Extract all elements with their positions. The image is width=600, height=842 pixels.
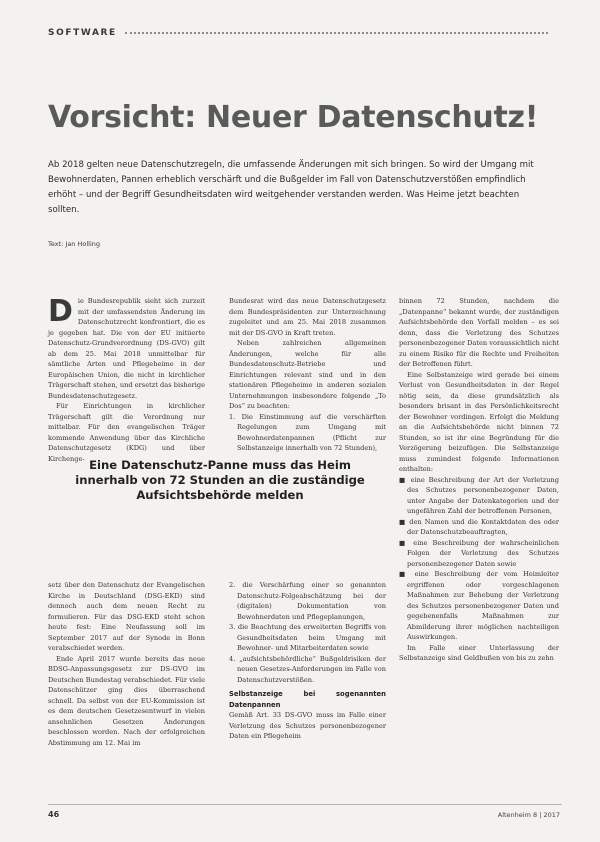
list-item: 3. die Beachtung des erweiterten Begriffs von Gesundheitsdaten beim Umgang mit Bewohner- und Mitarbeiterdaten sowie: [229, 623, 386, 652]
byline: Text: Jan Holling: [48, 240, 101, 248]
paragraph: Im Falle einer Unterlassung der Selbstanzeige sind Geldbußen von bis zu zehn: [399, 643, 559, 662]
column-2-bottom: [229, 580, 386, 742]
todo-list: [229, 580, 386, 685]
paragraph: Neben zahlreichen allgemeinen Änderungen, welche für alle Bundesdatenschutz-Betriebe und Einrichtungen relevant sind und in den stationären Pflegeheime in anderen sozialen Unternehmungen insbesondere folgende „To Dos“ zu beachten:: [229, 339, 386, 410]
paragraph: setz über den Datenschutz der Evangelischen Kirche in Deutschland (DSG-EKD) sind dennoch auch dem neuen Recht zu formulieren. Für das DSG-EKD steht schon heute fest: Eine Neufassung soll im September 2017 auf der Synode in Bonn verabschiedet werden.: [48, 581, 205, 652]
paragraph-text: ie Bundesrepublik sieht sich zurzeit mit der umfassendsten Änderung im Datenschutzrecht konfrontiert, die es je gegeben hat. Die von der EU initiierte Datenschutz-Grundverordnung (DS-GVO) gilt ab dem 25. Mai 2018 unmittelbar für sämtliche Arten und Pflegeheime in der Europäischen Union, die nicht in kirchlicher Trägerschaft stehen, und ersetzt das bisherige Bundesdatenschutzgesetz.: [48, 297, 205, 400]
paragraph: binnen 72 Stunden, nachdem die „Datenpanne“ bekannt wurde, der zuständigen Aufsichtsbehörde den Vorfall melden – es sei denn, dass die Verletzung des Schutzes personenbezogener Daten voraussichtlich nicht zu einem Risiko für die Rechte und Freiheiten der Betroffenen führt.: [399, 297, 559, 368]
column-1-top: [48, 296, 205, 464]
paragraph: Eine Selbstanzeige wird gerade bei einem Verlust von Gesundheitsdaten in der Regel nötig sein, da diese grundsätzlich als besonders brisant in das Persönlichkeitsrecht der Bewohner vordingen. Erfolgt die Meldung an die Aufsichtsbehörde nicht binnen 72 Stunden, so ist ihr eine Begründung für die Verzögerung beizufügen. Die Selbstanzeige muss zumindest folgende Informationen enthalten:: [399, 370, 559, 473]
todo-list: [229, 412, 386, 454]
column-1-bottom: [48, 580, 205, 748]
column-3: [399, 296, 559, 664]
paragraph: Für Einrichtungen in kirchlicher Trägerschaft gilt die Verordnung nur mittelbar. Für den evangelischen Träger kommende Anwendung über das Kirchliche Datenschutzgesetz (KDG) und über Kirchenge-: [48, 402, 205, 463]
list-item: 4. „aufsichtsbehördliche“ Bußgeldrisiken der neuen Gesetzes-Anforderungen im Falle von Datenschutzverstößen.: [229, 654, 386, 684]
pull-quote: Eine Datenschutz-Panne muss das Heim innerhalb von 72 Stunden an die zuständige Aufsichtsbehörde melden: [75, 458, 365, 502]
drop-cap: D: [48, 294, 73, 329]
column-2-top: [229, 296, 386, 454]
list-item: 1. Die Einstimmung auf die verschärften Regelungen zum Umgang mit Bewohnerdatenpannen (Pflicht zur Selbstanzeige innerhalb von 72 Stunden),: [229, 412, 386, 452]
paragraph: [48, 296, 205, 401]
paragraph: Ende April 2017 wurde bereits das neue BDSG-Anpassungsgesetz zur DS-GVO im Deutschen Bundestag verabschiedet. Für viele Datenschützer ging dies überraschend schnell. Da selbst von der EU-Kommission ist es dem deutschen Gesetzesentwurf in vielen ansehnlichen Gesetzen Änderungen beschlossen worden. Nach der erfolgreichen Abstimmung am 12. Mai im: [48, 654, 205, 747]
dotted-rule: [125, 32, 548, 34]
list-item: 2. die Verschärfung einer so genannten Datenschutz-Folgeabschätzung bei der (digitalen) Dokumentation von Bewohnerdaten und Pflegeplanungen,: [229, 581, 386, 621]
section-header: [48, 26, 548, 40]
subheading: Selbstanzeige bei sogenannten Datenpannen: [229, 690, 386, 709]
article-lead: Ab 2018 gelten neue Datenschutzregeln, die umfassende Änderungen mit sich bringen. So wird der Umgang mit Bewohnerdaten, Pannen erheblich verschärft und die Bußgelder im Fall von Datenschutzverstößen empfindlich erhöht – und der Begriff Gesundheitsdaten wird weitgehender verstanden werden. Was Heime jetzt beachten sollten.: [48, 160, 534, 215]
issue-label: Altenheim 8 | 2017: [497, 811, 560, 819]
article-title: Vorsicht: Neuer Datenschutz!: [48, 100, 539, 135]
bullet-list: [399, 475, 559, 643]
paragraph: Bundesrat wird das neue Datenschutzgesetz dem Bundespräsidenten zur Unterzeichnung zugeleitet und am 25. Mai 2018 zusammen mit der DS-GVO in Kraft treten.: [229, 297, 386, 337]
page-number: 46: [48, 810, 60, 819]
list-item: ■ eine Beschreibung der Art der Verletzung des Schutzes personenbezogener Daten, unter Angabe der Datenkategorien und der ungefähren Zahl der betroffenen Personen,: [399, 475, 559, 515]
list-item: ■ den Namen und die Kontaktdaten des oder der Datenschutzbeauftragten,: [399, 517, 559, 536]
section-label: SOFTWARE: [48, 28, 117, 38]
paragraph: Gemäß Art. 33 DS-GVO muss im Falle einer Verletzung des Schutzes personenbezogener Daten ein Pflegeheim: [229, 711, 386, 740]
list-item: ■ eine Beschreibung der vom Heimleiter ergriffenen oder vorgeschlagenen Maßnahmen zur Behebung der Verletzung des Schutzes personenbezogener Daten und gegebenenfalls Maßnahmen zur Abmilderung ihrer möglichen nachteiligen Auswirkungen.: [399, 570, 559, 641]
list-item: ■ eine Beschreibung der wahrscheinlichen Folgen der Verletzung des Schutzes personenbezogener Daten sowie: [399, 538, 559, 568]
footer-rule: [48, 804, 562, 805]
